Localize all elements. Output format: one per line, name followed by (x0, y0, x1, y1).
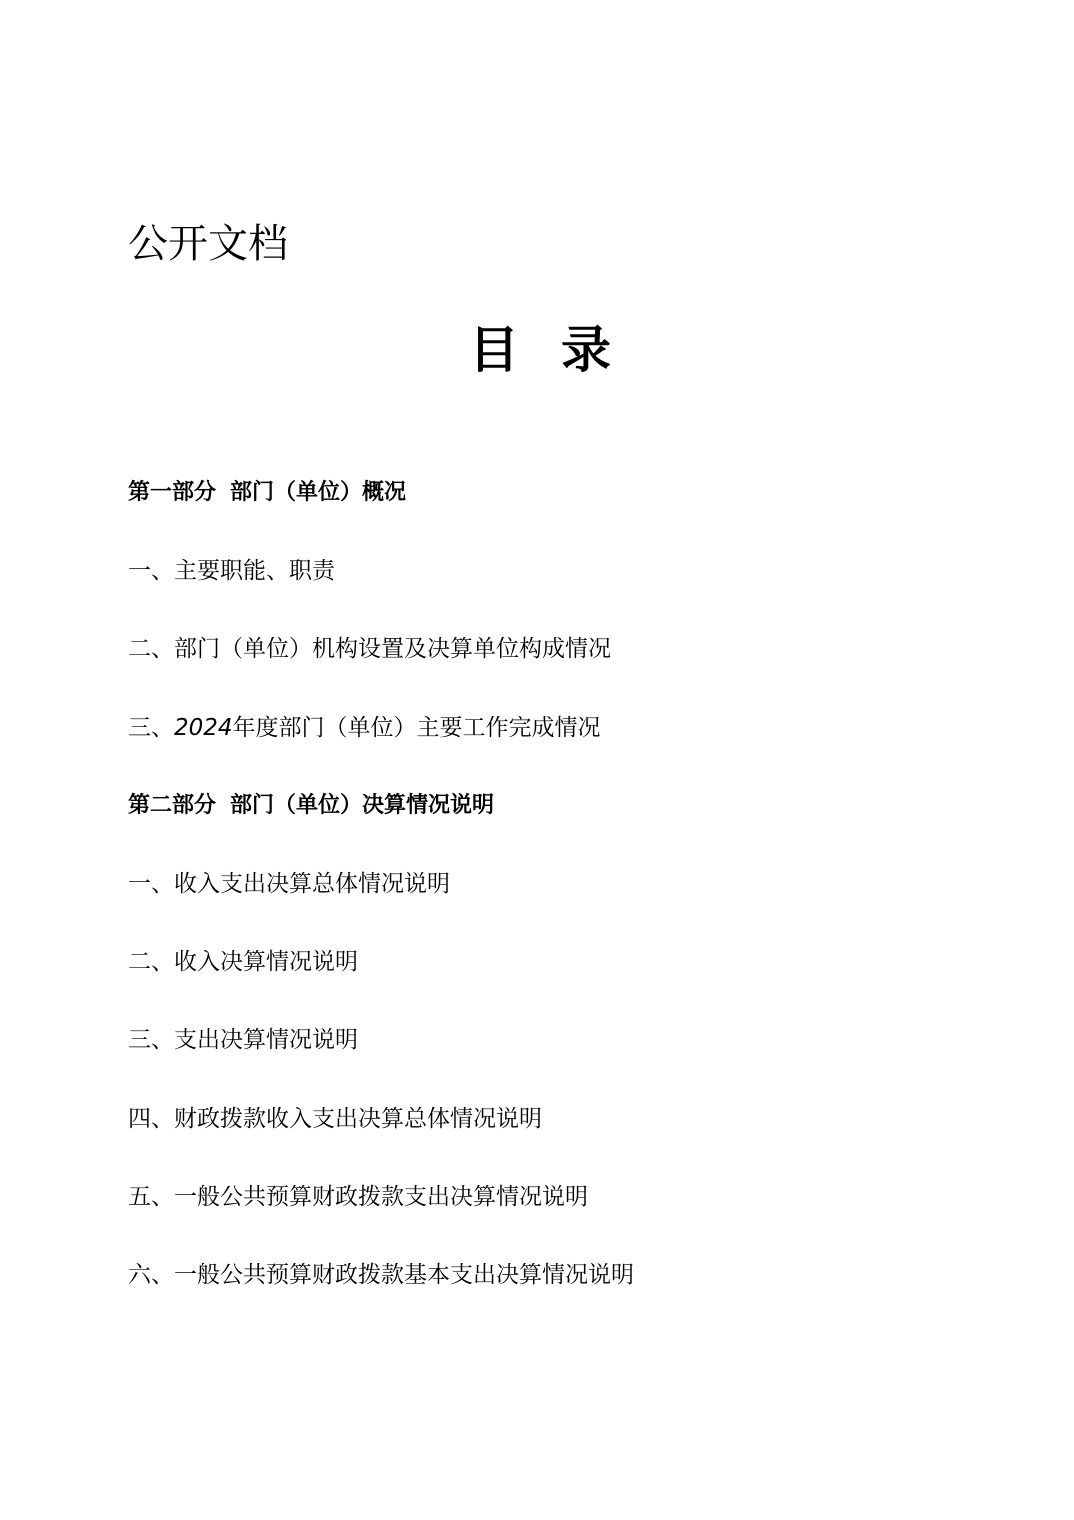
toc-item[interactable]: 六、一般公共预算财政拨款基本支出决算情况说明 (128, 1261, 634, 1288)
toc-item[interactable]: 五、一般公共预算财政拨款支出决算情况说明 (128, 1183, 588, 1210)
toc-item[interactable]: 三、支出决算情况说明 (128, 1027, 358, 1054)
toc-item-year: 2024 (174, 714, 233, 741)
table-of-contents (128, 473, 634, 1333)
toc-item[interactable]: 四、财政拨款收入支出决算总体情况说明 (128, 1105, 542, 1132)
toc-item[interactable]: 一、收入支出决算总体情况说明 (128, 870, 450, 897)
toc-item[interactable] (128, 708, 634, 786)
toc-item[interactable]: 二、部门（单位）机构设置及决算单位构成情况 (128, 636, 611, 663)
toc-item-prefix: 三、 (128, 714, 174, 741)
toc-title (0, 318, 1074, 382)
toc-item[interactable]: 一、主要职能、职责 (128, 558, 335, 585)
toc-title-char-1: 目 (469, 321, 519, 379)
toc-part-1[interactable] (128, 473, 634, 551)
toc-part-2[interactable] (128, 786, 634, 864)
toc-item[interactable]: 二、收入决算情况说明 (128, 949, 358, 976)
toc-part-number: 第一部分 (128, 480, 217, 505)
toc-part-title: 部门（单位）概况 (230, 480, 407, 505)
document-label: 公开文档 (128, 221, 288, 267)
toc-part-number: 第二部分 (128, 792, 217, 818)
toc-item-suffix: 年度部门（单位）主要工作完成情况 (232, 714, 601, 741)
toc-title-char-2: 录 (561, 321, 611, 379)
toc-part-title: 部门（单位）决算情况说明 (230, 792, 495, 818)
